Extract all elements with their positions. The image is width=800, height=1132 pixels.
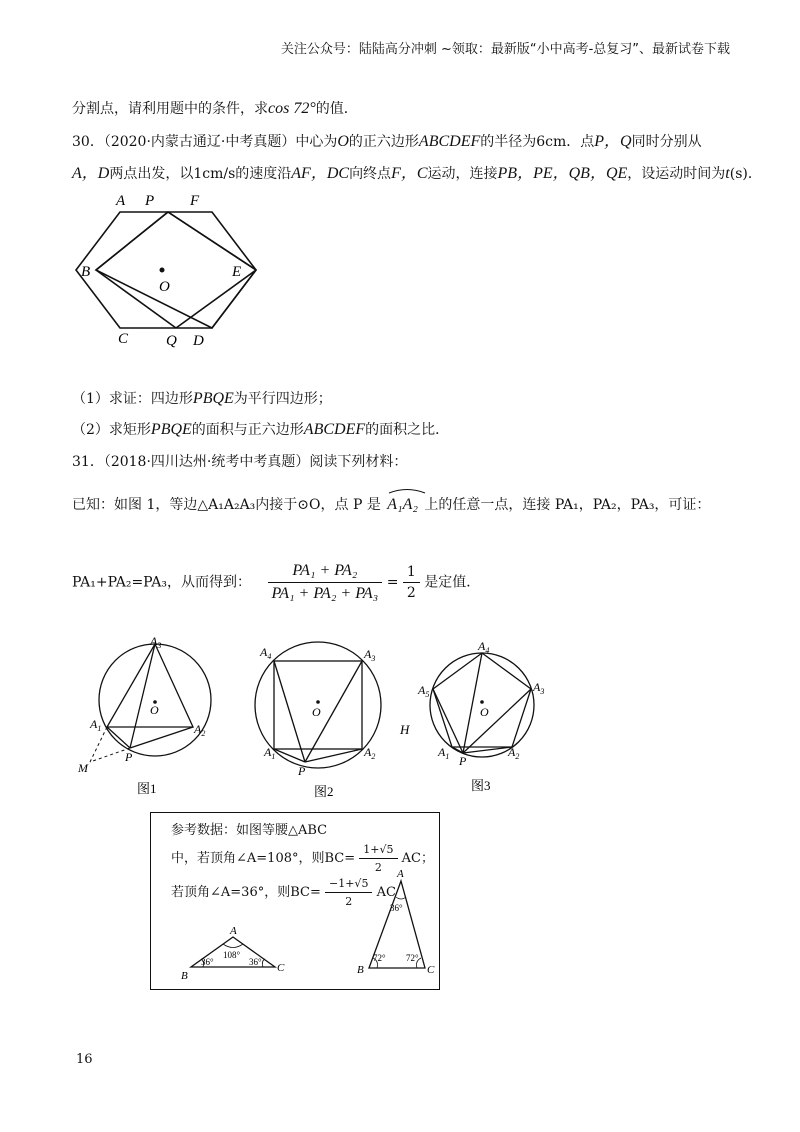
q30-text: 同时分别从 <box>631 134 702 150</box>
q30-time-var: t <box>725 165 730 182</box>
svg-text:A3: $A_3$ <box>150 634 162 650</box>
svg-text:A5: $A_5$ <box>418 683 430 699</box>
angle-108: 108° <box>223 950 241 960</box>
hexagon-figure <box>70 185 270 355</box>
cos-expression: cos 72° <box>268 100 316 117</box>
ref-line1: 参考数据：如图等腰△ABC <box>171 823 328 838</box>
q30-number: 30． <box>72 134 104 150</box>
svg-text:C: C <box>277 962 285 974</box>
q30-text: 的速度沿 <box>235 166 292 182</box>
q30-part2-text: （2）求矩形 <box>72 422 151 438</box>
q30-text: 中心为 <box>295 134 338 150</box>
svg-text:A1: $A_1$ <box>438 745 450 761</box>
svg-text:A: A <box>397 868 404 880</box>
q30-text: ． <box>747 166 762 182</box>
q30-part2-hex: ABCDEF <box>303 421 366 438</box>
svg-text:O: O <box>480 705 489 719</box>
fig2-caption: 图2 <box>314 784 334 799</box>
q30-text: ．点 <box>566 134 595 150</box>
svg-text:B: B <box>357 964 364 976</box>
label-B: B <box>81 264 91 280</box>
q30-endpoints: F，C <box>391 165 428 182</box>
angle-72-right: 72° <box>406 953 419 963</box>
svg-text:A4: $A_4$ <box>478 639 490 655</box>
svg-text:A3: $A_3$ <box>533 680 545 696</box>
figure-1 <box>77 634 211 775</box>
q30-speed: 1cm/s <box>193 166 236 182</box>
arc-label <box>387 484 418 514</box>
label-F: F <box>190 193 200 209</box>
label-Q: Q <box>166 333 177 349</box>
q31-number: 31． <box>72 454 104 470</box>
q30-part2-rect: PBQE <box>150 421 192 438</box>
ref-frac1-den: 2 <box>374 861 382 874</box>
label-P: P <box>145 193 155 209</box>
svg-text:C: C <box>427 964 435 976</box>
ratio-denominator: PA₁ + PA₂ + PA₃ <box>271 585 379 602</box>
label-A: A <box>116 193 126 209</box>
svg-text:A1: $A_1$ <box>264 745 276 761</box>
svg-text:A: A <box>230 925 237 937</box>
q30-points: P，Q <box>594 133 632 150</box>
page-number: 16 <box>76 1052 93 1067</box>
q31-source: （2018·四川达州·统考中考真题）阅读下列材料： <box>103 454 408 470</box>
page-header: 关注公众号：陆陆高分冲刺 ~领取：最新版“小中高考-总复习”、最新试卷下载 <box>280 42 730 57</box>
figure-3 <box>417 639 544 768</box>
q30-paths: AF，DC <box>291 165 350 182</box>
svg-text:P: P <box>125 750 133 764</box>
svg-text:P: P <box>459 754 467 768</box>
ref-line3-tail: AC <box>376 885 396 900</box>
q30-segments: PB，PE，QB，QE <box>497 165 628 182</box>
q30-line1 <box>72 128 702 151</box>
circle-figures <box>70 630 570 810</box>
svg-text:O: O <box>312 705 321 719</box>
q30-part1-quad: PBQE <box>192 390 234 407</box>
ref-frac1-num: 1+√5 <box>359 843 397 859</box>
label-E: E <box>232 264 242 280</box>
ref-line3-text: 若顶角∠A=36°，则BC= <box>171 885 321 900</box>
q30-part1-text: 为平行四边形； <box>233 391 332 407</box>
angle-36-top: 36° <box>390 903 403 913</box>
q30-text: 两点出发，以 <box>109 166 194 182</box>
q30-line2 <box>72 160 762 183</box>
q30-part1 <box>72 388 332 408</box>
label-D: D <box>193 333 204 349</box>
q31-eq-text: 是定值． <box>424 574 481 591</box>
ref-line2-text: 中，若顶角∠A=108°，则BC= <box>171 851 356 866</box>
angle-36-left: 36° <box>201 957 214 967</box>
q30-text: ，设运动时间为 <box>627 166 726 182</box>
angle-72-left: 72° <box>373 953 386 963</box>
ref-line2-tail: AC； <box>401 851 434 866</box>
fig1-caption: 图1 <box>137 781 157 796</box>
q30-text: 的半径为 <box>480 134 537 150</box>
continuation-tail: 的值． <box>315 101 358 117</box>
svg-text:A2: $A_2$ <box>508 745 520 761</box>
arc-text: A₁A₂ <box>387 496 418 513</box>
svg-text:A1: $A_1$ <box>90 717 102 733</box>
equals-sign: = <box>386 574 399 591</box>
q30-text: 的正六边形 <box>348 134 419 150</box>
q30-text: 向终点 <box>349 166 392 182</box>
q31-eq-text: PA₁+PA₂=PA₃，从而得到： <box>72 574 252 591</box>
half-denominator: 2 <box>406 585 416 601</box>
q31-equation <box>72 562 480 603</box>
svg-text:P: P <box>298 764 306 778</box>
svg-text:A3: $A_3$ <box>364 647 376 663</box>
continuation-text: 分割点，请利用题中的条件，求 <box>72 101 268 117</box>
half-numerator: 1 <box>403 564 420 583</box>
ref-frac2-num: −1+√5 <box>325 877 372 893</box>
q30-radius: 6cm <box>536 134 567 150</box>
svg-text:A4: $A_4$ <box>260 645 272 661</box>
q30-part1-text: （1）求证：四边形 <box>72 391 193 407</box>
q31-given-text: 上的任意一点，连接 PA₁，PA₂，PA₃，可证： <box>424 497 711 513</box>
svg-text:O: O <box>150 703 159 717</box>
label-C: C <box>118 331 129 347</box>
arc-symbol <box>387 486 427 494</box>
continuation-line <box>72 98 358 118</box>
svg-text:A2: $A_2$ <box>364 745 376 761</box>
q30-hexagon-name: ABCDEF <box>418 133 481 150</box>
q31-given <box>72 484 710 514</box>
q30-part2-text: 的面积与正六边形 <box>191 422 304 438</box>
half-fraction <box>403 564 420 601</box>
ref-frac2-den: 2 <box>345 895 353 908</box>
q31-given-text: 已知：如图 1，等边△A₁A₂A₃内接于⊙O，点 P 是 <box>72 497 381 513</box>
reference-box <box>150 812 440 990</box>
ratio-numerator: PA₁ + PA₂ <box>268 562 383 583</box>
q30-center: O <box>337 133 349 150</box>
svg-text:M: M <box>78 761 88 775</box>
fig3-caption: 图3 <box>471 778 491 793</box>
reference-triangles <box>151 813 439 989</box>
svg-text:A2: $A_2$ <box>194 722 206 738</box>
q30-start-points: A，D <box>72 165 110 182</box>
q30-source: （2020·内蒙古通辽·中考真题） <box>103 134 296 150</box>
figure-2 <box>255 642 381 778</box>
ratio-fraction <box>268 562 383 603</box>
q31-line1 <box>72 451 407 471</box>
q30-part2-text: 的面积之比． <box>365 422 450 438</box>
q30-text: 运动，连接 <box>427 166 498 182</box>
q30-time-unit: (s) <box>729 166 748 182</box>
q30-part2 <box>72 419 449 439</box>
angle-36-right: 36° <box>249 957 262 967</box>
label-H: H <box>400 722 410 737</box>
svg-text:B: B <box>181 970 188 982</box>
label-O: O <box>159 279 170 295</box>
